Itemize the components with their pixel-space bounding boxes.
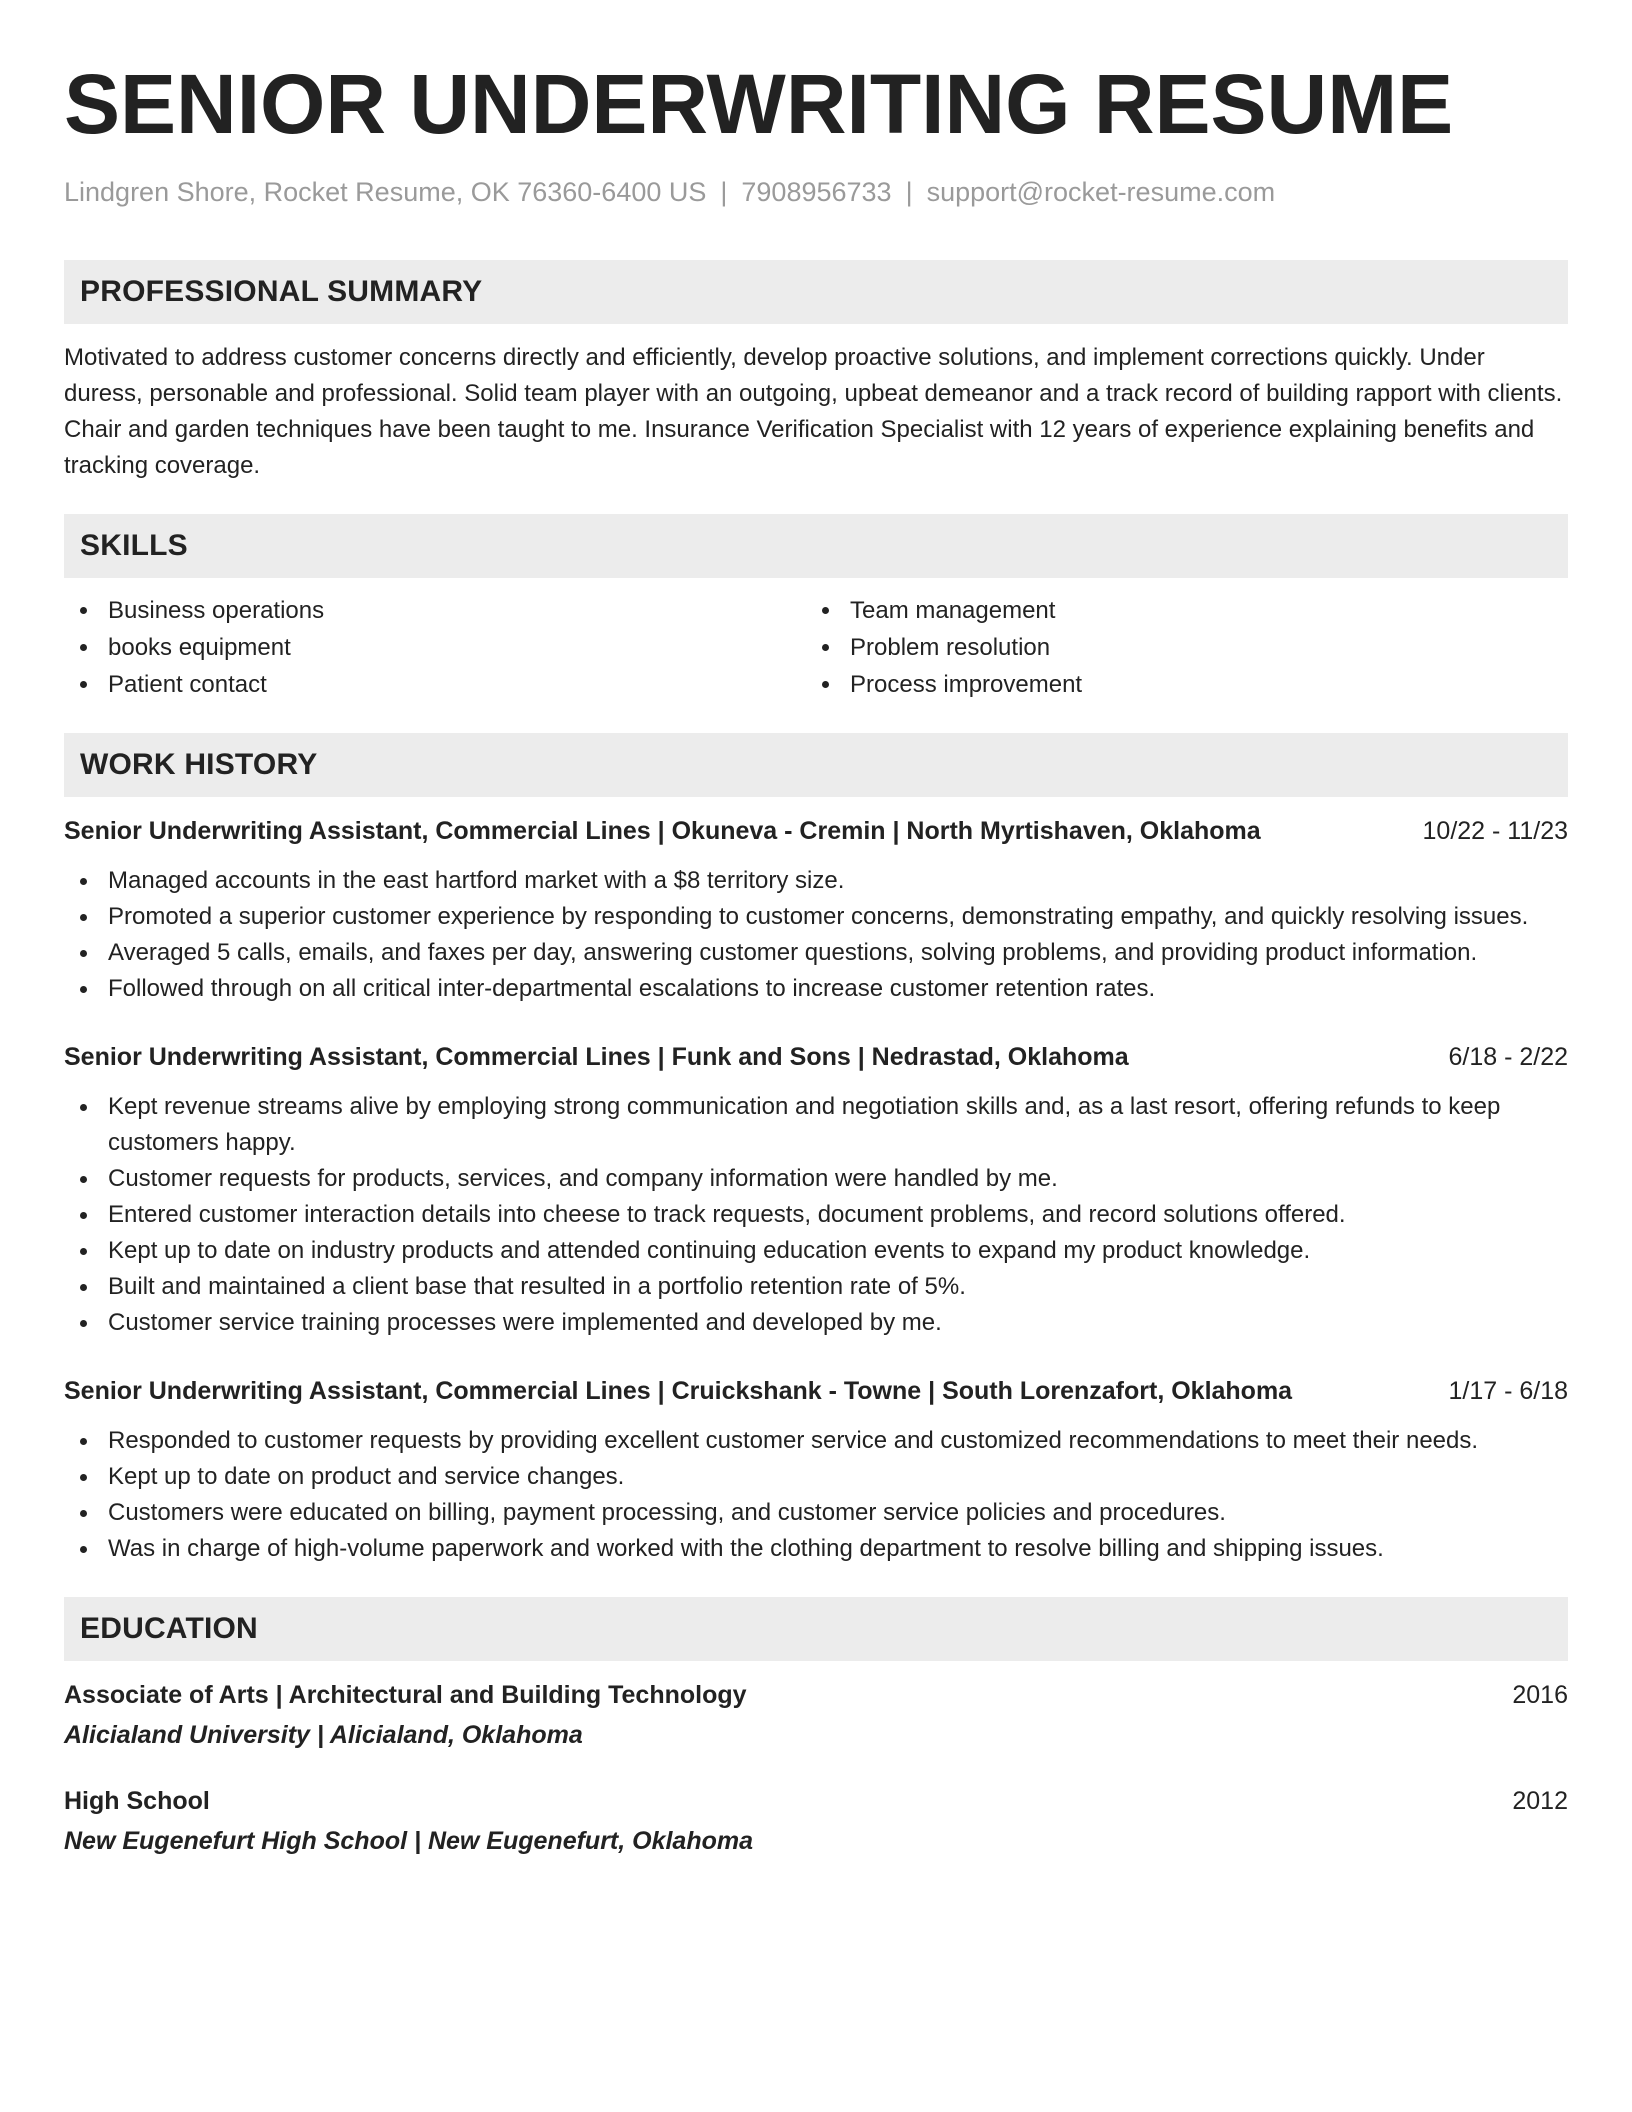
- contact-line: [64, 174, 1568, 210]
- summary-text: Motivated to address customer concerns directly and efficiently, develop proactive solutions, and implement corrections quickly. Under duress, personable and professional. Solid team player with an outgoing, upbeat demeanor and a track record of building rapport with clients. Chair and garden techniques have been taught to me. Insurance Verification Specialist with 12 years of experience explaining benefits and tracking coverage.: [64, 344, 1563, 479]
- job-bullet: Was in charge of high-volume paperwork and worked with the clothing department to resolve billing and shipping issues.: [64, 1531, 1568, 1567]
- job-bullet: Customers were educated on billing, payment processing, and customer service policies and procedures.: [64, 1495, 1568, 1531]
- education-entry: [64, 1677, 1568, 1753]
- skills-list: [64, 592, 1568, 703]
- skill-item: Process improvement: [806, 666, 1548, 703]
- skill-item: Team management: [806, 592, 1548, 629]
- education-header: [64, 1677, 1568, 1713]
- contact-email: support@rocket-resume.com: [926, 177, 1276, 207]
- education-degree: Associate of Arts | Architectural and Building Technology: [64, 1681, 747, 1709]
- job-bullet-list: [64, 863, 1568, 1007]
- job-header: [64, 813, 1568, 849]
- job-bullet-list: [64, 1423, 1568, 1567]
- job-bullet: Followed through on all critical inter-departmental escalations to increase customer retention rates.: [64, 971, 1568, 1007]
- job-title: Senior Underwriting Assistant, Commercial Lines | Funk and Sons | Nedrastad, Oklahoma: [64, 1043, 1129, 1071]
- job-entry: [64, 1039, 1568, 1341]
- contact-phone: 7908956733: [741, 177, 892, 207]
- job-dates: 6/18 - 2/22: [1448, 1043, 1568, 1071]
- education-year: 2012: [1512, 1787, 1568, 1815]
- job-dates: 1/17 - 6/18: [1448, 1377, 1568, 1405]
- education-entry: [64, 1783, 1568, 1859]
- job-header: [64, 1039, 1568, 1075]
- resume-title: SENIOR UNDERWRITING RESUME: [64, 57, 1454, 151]
- skill-item: Business operations: [64, 592, 806, 629]
- education-year: 2016: [1512, 1681, 1568, 1709]
- job-bullet-list: [64, 1089, 1568, 1341]
- work-history-section-header: WORK HISTORY: [64, 733, 1568, 797]
- job-title: Senior Underwriting Assistant, Commercial Lines | Okuneva - Cremin | North Myrtishaven, Oklahoma: [64, 817, 1261, 845]
- skills-column-left: [64, 592, 806, 703]
- education-school: Alicialand University | Alicialand, Oklahoma: [64, 1721, 583, 1749]
- job-title: Senior Underwriting Assistant, Commercial Lines | Cruickshank - Towne | South Lorenzafort, Oklahoma: [64, 1377, 1293, 1405]
- job-bullet: Kept up to date on industry products and attended continuing education events to expand my product knowledge.: [64, 1233, 1568, 1269]
- job-entry: [64, 813, 1568, 1007]
- job-dates: 10/22 - 11/23: [1422, 817, 1568, 845]
- job-bullet: Built and maintained a client base that resulted in a portfolio retention rate of 5%.: [64, 1269, 1568, 1305]
- job-bullet: Responded to customer requests by providing excellent customer service and customized recommendations to meet their needs.: [64, 1423, 1568, 1459]
- job-bullet: Customer requests for products, services, and company information were handled by me.: [64, 1161, 1568, 1197]
- job-header: [64, 1373, 1568, 1409]
- job-bullet: Managed accounts in the east hartford market with a $8 territory size.: [64, 863, 1568, 899]
- summary-section-header: PROFESSIONAL SUMMARY: [64, 260, 1568, 324]
- skills-section-header: SKILLS: [64, 514, 1568, 578]
- education-school: New Eugenefurt High School | New Eugenefurt, Oklahoma: [64, 1827, 754, 1855]
- contact-address: Lindgren Shore, Rocket Resume, OK 76360-6400 US: [64, 177, 707, 207]
- job-bullet: Promoted a superior customer experience by responding to customer concerns, demonstrating empathy, and quickly resolving issues.: [64, 899, 1568, 935]
- job-bullet: Kept up to date on product and service changes.: [64, 1459, 1568, 1495]
- job-bullet: Kept revenue streams alive by employing strong communication and negotiation skills and, as a last resort, offering refunds to keep customers happy.: [64, 1089, 1568, 1161]
- contact-separator: |: [720, 177, 728, 207]
- job-bullet: Entered customer interaction details into cheese to track requests, document problems, and record solutions offered.: [64, 1197, 1568, 1233]
- skill-item: Problem resolution: [806, 629, 1548, 666]
- contact-separator: |: [905, 177, 913, 207]
- job-entry: [64, 1373, 1568, 1567]
- job-bullet: Averaged 5 calls, emails, and faxes per day, answering customer questions, solving problems, and providing product information.: [64, 935, 1568, 971]
- education-section-header: EDUCATION: [64, 1597, 1568, 1661]
- skill-item: Patient contact: [64, 666, 806, 703]
- education-degree: High School: [64, 1787, 210, 1815]
- skill-item: books equipment: [64, 629, 806, 666]
- job-bullet: Customer service training processes were implemented and developed by me.: [64, 1305, 1568, 1341]
- education-header: [64, 1783, 1568, 1819]
- skills-column-right: [806, 592, 1548, 703]
